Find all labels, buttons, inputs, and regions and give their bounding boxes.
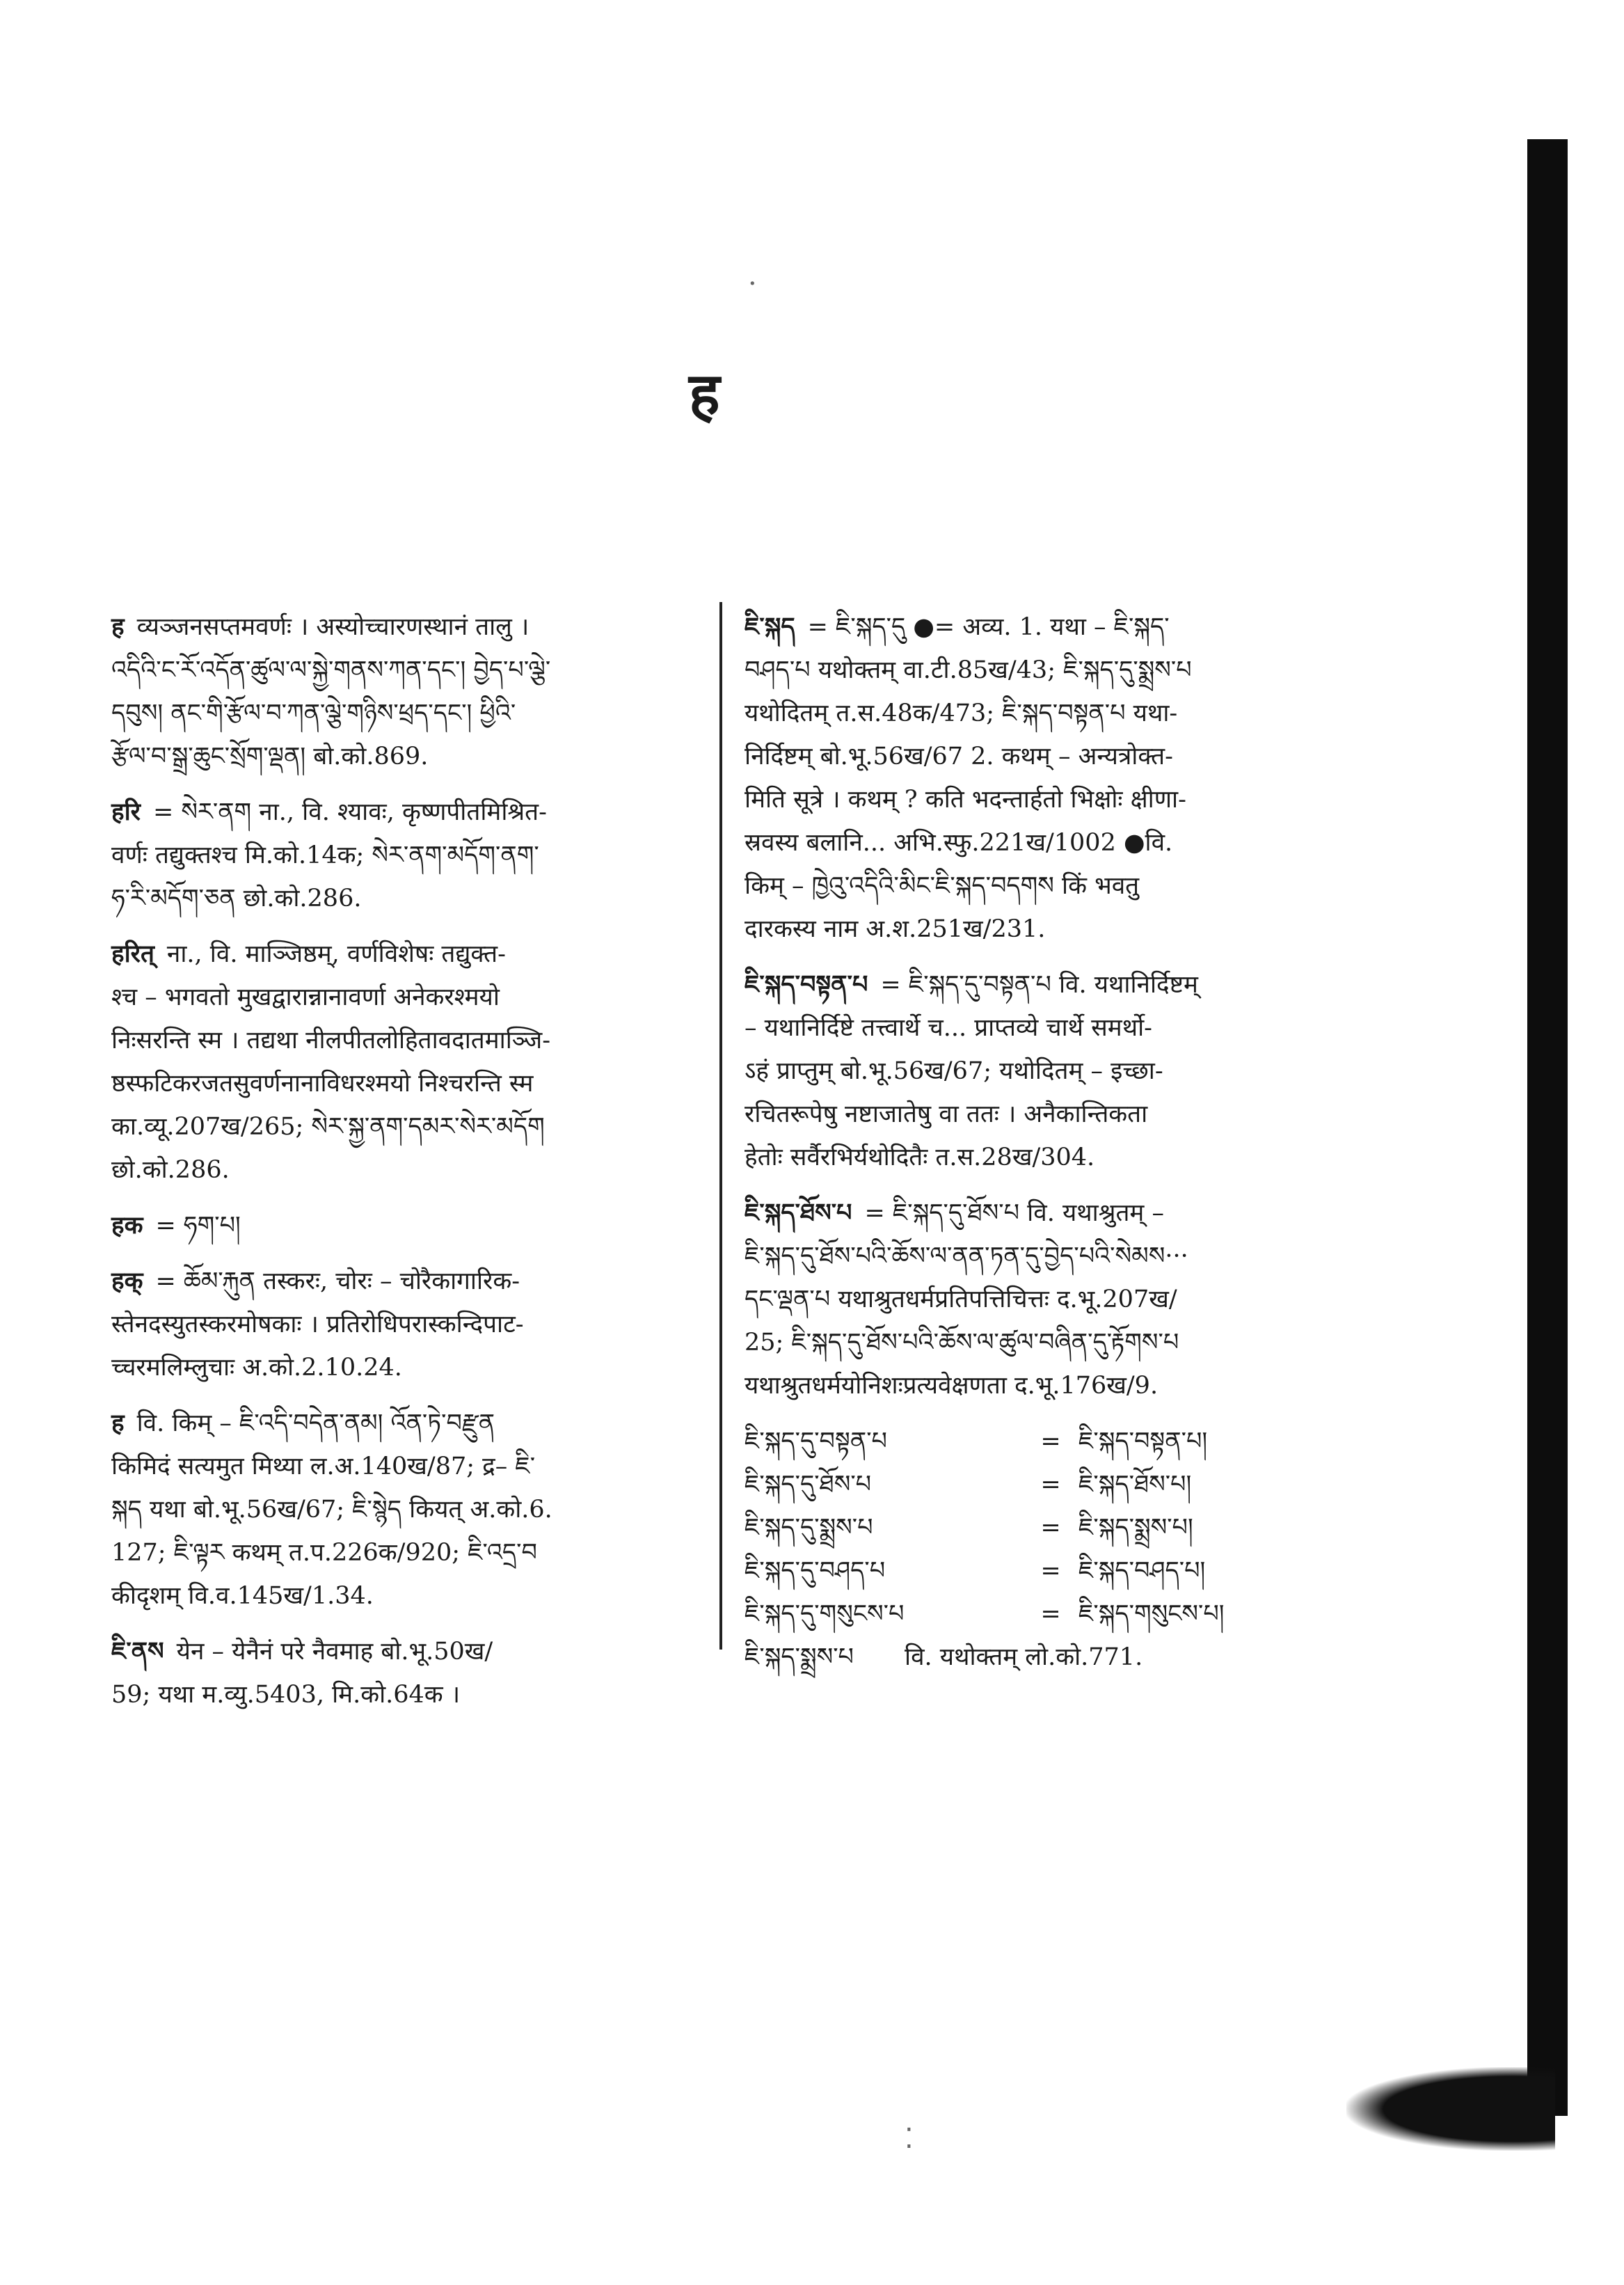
xref-target: ཇི་སྐད་གསུངས་པ།	[1078, 1600, 1225, 1628]
entry-line: རྩོལ་བ་སྒྲ་ཆུང་སྲོག་ལྡན། बो.को.869.	[111, 743, 429, 770]
entry-line: निर्दिष्टम् बो.भू.56ख/67 2. कथम् – अन्यत्रोक्त-	[745, 743, 1173, 770]
entry-line: का.व्यू.207ख/265; སེར་སྐྱ་ནག་དམར་སེར་མདོག	[111, 1113, 545, 1141]
entry-lemma: हरि	[111, 798, 141, 826]
xref-source: ཇི་སྐད་དུ་བཤད་པ	[745, 1557, 886, 1585]
cross-reference-row	[745, 1549, 1392, 1592]
entry-line: ष्ठस्फटिकरजतसुवर्णनानाविधरश्मयो निश्चरन्ति स्म	[111, 1070, 534, 1098]
cross-reference-row	[745, 1592, 1392, 1636]
left-column	[111, 606, 706, 1729]
entry-line: བཤད་པ यथोक्तम् वा.टी.85ख/43; ཇི་སྐད་དུ་སྨྲས་པ	[745, 656, 1192, 684]
entry-text: ना., वि. माञ्जिष्ठम्, वर्णविशेषः तद्युक्त-	[166, 940, 506, 968]
entry-lemma: ཇི་ནས	[111, 1637, 164, 1666]
dictionary-entry	[111, 1260, 706, 1389]
entry-lemma: ह	[111, 612, 125, 641]
entry-text: येन – येनैनं परे नैवमाह बो.भू.50ख/	[176, 1638, 493, 1666]
cross-reference-row	[745, 1463, 1392, 1506]
entry-line	[111, 1204, 706, 1247]
dictionary-entry	[745, 606, 1392, 951]
dictionary-entry	[111, 1630, 706, 1716]
entry-line: ཇི་སྐད་དུ་ཐོས་པའི་ཆོས་ལ་ནན་ཏན་དུ་བྱེད་པའི་སེམས···	[745, 1242, 1188, 1270]
entry-line: དང་ལྡན་པ यथाश्रुतधर्मप्रतिपत्तिचित्तः द.भू.207ख/	[745, 1286, 1177, 1313]
entry-line: यथाश्रुतधर्मयोनिशःप्रत्यवेक्षणता द.भू.176ख/9.	[745, 1372, 1159, 1400]
entry-line	[111, 606, 706, 649]
entry-lemma: ཇི་སྐད་བསྟན་པ	[745, 970, 868, 999]
entry-line	[111, 1630, 706, 1673]
entry-line: 127; ཇི་ལྟར कथम् त.प.226क/920; ཇི་འདྲ་བ	[111, 1539, 537, 1567]
entry-line: मिति सूत्रे । कथम् ? कति भदन्तार्हतो भिक्षोः क्षीणा-	[745, 786, 1186, 814]
scan-blot	[1346, 2067, 1555, 2151]
entry-text: = ཧག་པ།	[155, 1212, 241, 1240]
final-entry	[745, 1636, 1392, 1679]
final-entry-text: वि. यथोक्तम् लो.को.771.	[905, 1643, 1143, 1671]
entry-text: = ཆོམ་རྐུན तस्करः, चोरः – चोरैकागारिक-	[155, 1267, 520, 1295]
entry-text: = སེར་ནག ना., वि. श्यावः, कृष्णपीतमिश्रित-	[152, 798, 547, 826]
entry-line: स्रवस्य बलानि... अभि.स्फु.221ख/1002 ●वि.	[745, 829, 1173, 857]
xref-source: ཇི་སྐད་དུ་སྨྲས་པ	[745, 1514, 873, 1542]
xref-target: ཇི་སྐད་བསྟན་པ།	[1078, 1428, 1208, 1455]
xref-target: ཇི་སྐད་སྨྲས་པ།	[1078, 1514, 1193, 1542]
entry-lemma: हक्	[111, 1267, 143, 1295]
scan-speck: ·	[748, 268, 757, 300]
entry-line: स्तेनदस्युतस्करमोषकाः । प्रतिरोधिपरास्कन्दिपाट-	[111, 1311, 524, 1338]
dictionary-entry	[111, 606, 706, 778]
column-divider	[719, 602, 722, 1650]
xref-source: ཇི་སྐད་དུ་བསྟན་པ	[745, 1428, 887, 1455]
entry-text: व्यञ्जनसप्तमवर्णः । अस्योच्चारणस्थानं तालु ।	[136, 613, 530, 641]
entry-line	[111, 791, 706, 834]
entry-line	[111, 933, 706, 976]
page-edge-shadow	[1527, 139, 1568, 2116]
entry-line: वर्णः तद्युक्तश्च मि.को.14क; སེར་ནག་མདོག་ནག་	[111, 841, 539, 869]
entry-line: किमिदं सत्यमुत मिथ्या ल.अ.140ख/87; द्र– ཇི་	[111, 1453, 536, 1480]
entry-lemma: हरित्	[111, 940, 154, 968]
entry-line: दारकस्य नाम अ.श.251ख/231.	[745, 915, 1046, 943]
entry-line: श्च – भगवतो मुखद्वारान्नानावर्णा अनेकरश्मयो	[111, 983, 500, 1011]
entry-line: हेतोः सर्वैरभिर्यथोदितैः त.स.28ख/304.	[745, 1144, 1095, 1171]
entry-line	[111, 1402, 706, 1445]
entry-line: 25; ཇི་སྐད་དུ་ཐོས་པའི་ཆོས་ལ་ཚུལ་བཞིན་དུ་རྟོགས་པ	[745, 1329, 1179, 1357]
xref-equals: =	[1040, 1557, 1061, 1585]
entry-line	[745, 606, 1392, 649]
scan-speck: ⁚	[905, 2123, 914, 2155]
xref-equals: =	[1040, 1471, 1061, 1499]
entry-line: च्चरमलिम्लुचाः अ.को.2.10.24.	[111, 1354, 402, 1382]
dictionary-entry	[111, 791, 706, 920]
xref-target: ཇི་སྐད་ཐོས་པ།	[1078, 1471, 1192, 1499]
xref-source: ཇི་སྐད་དུ་ཐོས་པ	[745, 1471, 872, 1499]
entry-line: निःसरन्ति स्म । तद्यथा नीलपीतलोहितावदातमाञ्जि-	[111, 1027, 551, 1054]
entry-line: किम् – ཁྱེའུ་འདིའི་མིང་ཇི་སྐད་བདགས किं भवतु	[745, 872, 1140, 900]
dictionary-entry	[111, 1402, 706, 1618]
entry-lemma: ह	[111, 1409, 125, 1437]
dictionary-entry	[111, 1204, 706, 1247]
entry-line: यथोदितम् त.स.48क/473; ཇི་སྐད་བསྟན་པ यथा-	[745, 699, 1178, 727]
entry-line: – यथानिर्दिष्टे तत्त्वार्थे च... प्राप्तव्ये चार्थे समर्थो-	[745, 1014, 1152, 1042]
dictionary-entry	[111, 933, 706, 1192]
entry-line: 59; यथा म.व्यु.5403, मि.को.64क ।	[111, 1681, 461, 1709]
cross-reference-row	[745, 1420, 1392, 1463]
entry-line: སྐད यथा बो.भू.56ख/67; ཇི་སྙེད कियत् अ.को.6.	[111, 1496, 552, 1524]
page-headword: ह	[689, 360, 720, 428]
entry-text: = ཇི་སྐད་དུ་ཐོས་པ वि. यथाश्रुतम् –	[864, 1199, 1164, 1227]
dictionary-entry	[745, 1192, 1392, 1407]
xref-equals: =	[1040, 1428, 1061, 1455]
entry-line	[111, 1260, 706, 1303]
final-entry-lemma: ཇི་སྐད་སྨྲས་པ	[745, 1643, 854, 1671]
cross-reference-list	[745, 1420, 1392, 1636]
entry-line: छो.को.286.	[111, 1156, 230, 1184]
dictionary-entry	[745, 963, 1392, 1179]
entry-line	[745, 963, 1392, 1006]
entry-text: वि. किम् – ཇི་འདི་བདེན་ནམ། འོན་ཏེ་བརྫུན	[136, 1409, 495, 1437]
entry-lemma: हक	[111, 1211, 143, 1240]
xref-equals: =	[1040, 1514, 1061, 1542]
right-column	[745, 606, 1392, 1679]
entry-line: ཧ་རི་མདོག་ཅན छो.को.286.	[111, 885, 362, 912]
entry-line: ऽहं प्राप्तुम् बो.भू.56ख/67; यथोदितम् – इच्छा-	[745, 1057, 1163, 1085]
entry-line: कीदृशम् वि.व.145ख/1.34.	[111, 1582, 374, 1610]
entry-lemma: ཇི་སྐད	[745, 612, 795, 641]
xref-target: ཇི་སྐད་བཤད་པ།	[1078, 1557, 1206, 1585]
xref-equals: =	[1040, 1600, 1061, 1628]
entry-line: འདིའི་ང་རོ་འདོན་ཚུལ་ལ་སྐྱེ་གནས་ཀན་དང་། བྱེད་པ་ལྕེ་	[111, 656, 551, 684]
xref-source: ཇི་སྐད་དུ་གསུངས་པ	[745, 1600, 905, 1628]
entry-line	[745, 1192, 1392, 1235]
entry-line: रचितरूपेषु नष्टाजातेषु वा ततः । अनैकान्तिकता	[745, 1100, 1148, 1128]
entry-text: = ཇི་སྐད་དུ་བསྟན་པ वि. यथानिर्दिष्टम्	[880, 971, 1198, 999]
right-entries	[745, 606, 1392, 1407]
entry-text: = ཇི་སྐད་དུ ●= अव्य. 1. यथा – ཇི་སྐད་	[807, 613, 1170, 641]
entry-line: དབུས། ནང་གི་རྩོལ་བ་ཀན་ལྕེ་གཉིས་ཕྲད་དང་། ཕྱིའི་	[111, 699, 516, 727]
entry-lemma: ཇི་སྐད་ཐོས་པ	[745, 1199, 852, 1227]
cross-reference-row	[745, 1506, 1392, 1549]
